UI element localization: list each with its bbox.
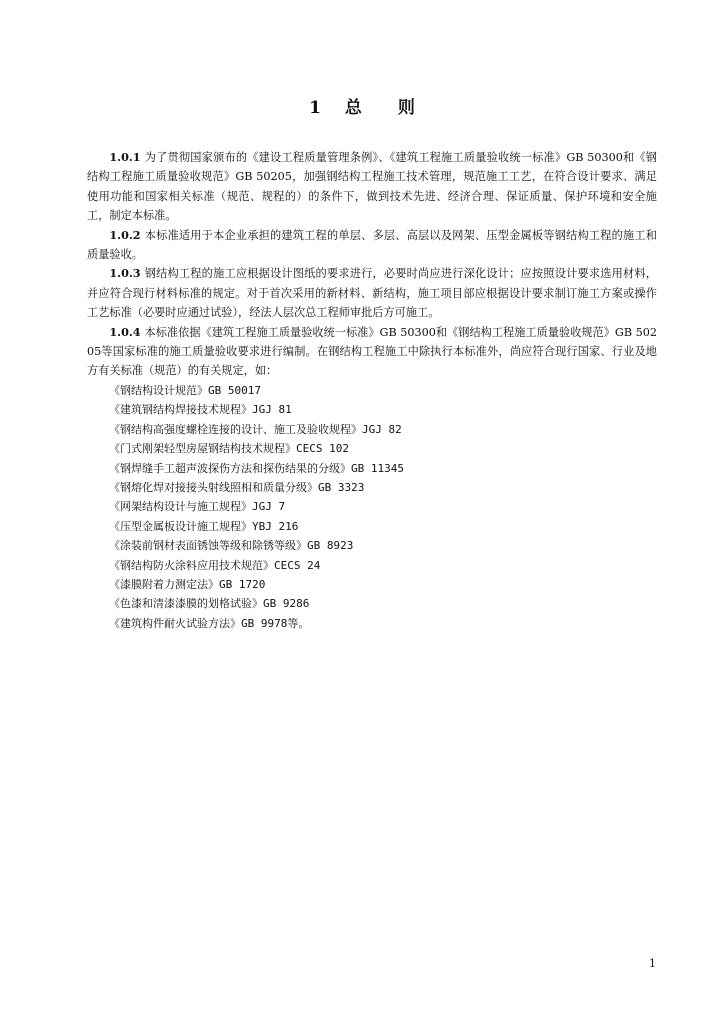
- clause-number: 1.0.3: [109, 266, 141, 281]
- reference-item: 《钢结构高强度螺栓连接的设计、施工及验收规程》JGJ 82: [109, 422, 402, 436]
- reference-item: 《钢熔化焊对接接头射线照相和质量分级》GB 3323: [109, 480, 365, 494]
- reference-item: 《钢结构防火涂料应用技术规范》CECS 24: [109, 558, 321, 572]
- clause-number: 1.0.4: [109, 324, 141, 339]
- clause-1-0-1: [87, 148, 657, 226]
- clause-number: 1.0.2: [109, 227, 141, 242]
- clause-text: 本标准依据《建筑工程施工质量验收统一标准》GB 50300和《钢结构工程施工质量验收规范》GB 50205等国家标准的施工质量验收要求进行编制。在钢结构工程施工中除执行本标准外，尚应符合现行国家、行业及地方有关标准（规范）的有关规定，如：: [87, 325, 657, 378]
- chapter-title-char-1: 总: [344, 98, 362, 118]
- clause-text: 为了贯彻国家颁布的《建设工程质量管理条例》、《建筑工程施工质量验收统一标准》GB 50300和《钢结构工程施工质量验收规范》GB 50205，加强钢结构工程施工技术管理，规范施工工艺，在符合设计要求、满足使用功能和国家相关标准（规范、规程的）的条件下，做到技术先进、经济合理、保证质量、保护环境和安全施工，制定本标准。: [87, 151, 657, 223]
- reference-item: 《网架结构设计与施工规程》JGJ 7: [109, 500, 286, 514]
- clause-text: 本标准适用于本企业承担的建筑工程的单层、多层、高层以及网架、压型金属板等钢结构工程的施工和质量验收。: [87, 228, 657, 262]
- reference-item: 《压型金属板设计施工规程》YBJ 216: [109, 519, 299, 533]
- clause-1-0-4: [87, 323, 657, 381]
- reference-item: 《钢结构设计规范》GB 50017: [109, 383, 261, 397]
- reference-item: 《钢焊缝手工超声波探伤方法和探伤结果的分级》GB 11345: [109, 461, 404, 475]
- reference-standards-list: [87, 381, 657, 633]
- reference-item: 《色漆和清漆漆膜的划格试验》GB 9286: [109, 597, 310, 611]
- reference-item: 《建筑构件耐火试验方法》GB 9978等。: [109, 616, 310, 630]
- reference-item: 《门式刚架轻型房屋钢结构技术规程》CECS 102: [109, 442, 349, 456]
- chapter-title-char-2: 则: [397, 98, 415, 118]
- reference-item: 《涂装前钢材表面锈蚀等级和除锈等级》GB 8923: [109, 539, 354, 553]
- clause-1-0-3: [87, 264, 657, 322]
- page-number: 1: [649, 957, 656, 970]
- clause-1-0-2: [87, 226, 657, 265]
- document-body: [87, 148, 657, 633]
- chapter-number: 1: [309, 98, 321, 118]
- chapter-title: [0, 93, 724, 118]
- clause-number: 1.0.1: [109, 150, 141, 164]
- reference-item: 《建筑钢结构焊接技术规程》JGJ 81: [109, 403, 292, 417]
- clause-text: 钢结构工程的施工应根据设计图纸的要求进行，必要时尚应进行深化设计；应按照设计要求选用材料，并应符合现行材料标准的规定。对于首次采用的新材料、新结构，施工项目部应根据设计要求制订施工方案或操作工艺标准（必要时应通过试验），经法人层次总工程师审批后方可施工。: [87, 267, 657, 320]
- reference-item: 《漆膜附着力测定法》GB 1720: [109, 577, 266, 591]
